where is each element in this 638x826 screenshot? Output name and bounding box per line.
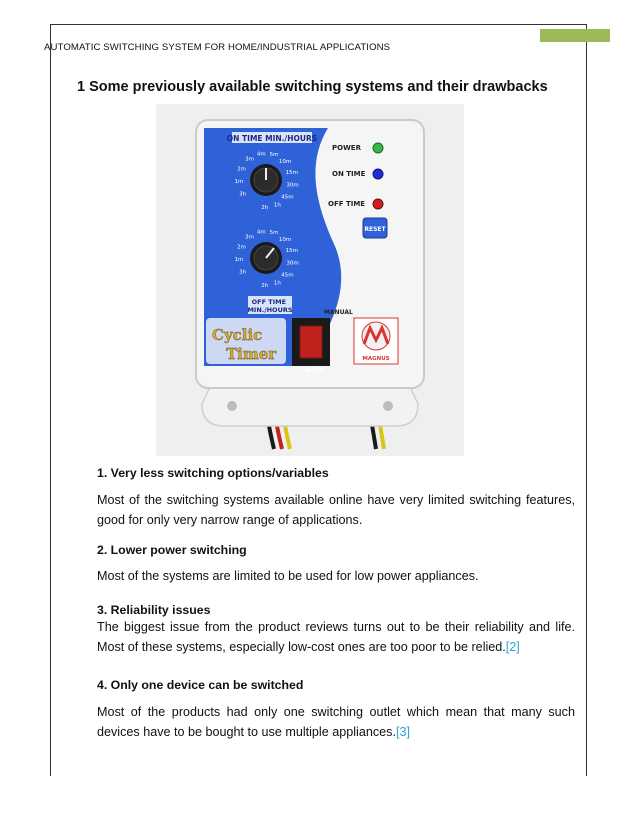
on-time-tick-label: 1h bbox=[273, 202, 281, 209]
on-time-tick-label: 2h bbox=[261, 205, 269, 211]
on-time-tick-label: 1m bbox=[234, 179, 244, 186]
on-time-tick-label: 45m bbox=[281, 194, 294, 201]
cyclic-timer-illustration bbox=[156, 104, 464, 456]
off-time-label-line2: MIN./HOURS bbox=[247, 306, 293, 314]
off-time-tick-label: 30m bbox=[286, 260, 299, 267]
item-4-body: Most of the products had only one switching outlet which mean that many such devices have to be bought to use multiple appliances. bbox=[97, 705, 575, 739]
off-time-led bbox=[373, 199, 383, 209]
off-time-indicator-label: OFF TIME bbox=[328, 200, 366, 208]
off-time-label bbox=[247, 298, 292, 314]
on-time-led bbox=[373, 169, 383, 179]
manual-label: MANUAL bbox=[324, 309, 353, 316]
on-time-tick-label: 2m bbox=[237, 166, 246, 173]
citation-link-2[interactable]: [2] bbox=[505, 640, 520, 654]
off-time-tick-label: 15m bbox=[285, 247, 298, 254]
off-time-tick-label: 1h bbox=[273, 280, 281, 287]
off-time-tick-label: 2h bbox=[261, 283, 269, 289]
off-time-tick-label: 45m bbox=[281, 272, 294, 279]
on-time-tick-label: 5m bbox=[269, 152, 279, 159]
item-1-heading: 1. Very less switching options/variables bbox=[97, 466, 329, 480]
on-time-tick-label: 30m bbox=[286, 182, 299, 189]
item-2-heading: 2. Lower power switching bbox=[97, 543, 247, 557]
auto-label: AUTO bbox=[304, 367, 324, 374]
reset-label: RESET bbox=[364, 226, 386, 233]
item-4-heading: 4. Only one device can be switched bbox=[97, 678, 304, 692]
item-2-body: Most of the systems are limited to be used for low power appliances. bbox=[97, 569, 479, 583]
item-2-text bbox=[97, 566, 575, 586]
on-time-label: ON TIME MIN./HOURS bbox=[226, 134, 318, 143]
on-time-tick-label: 4m bbox=[256, 151, 266, 158]
citation-link-3[interactable]: [3] bbox=[395, 725, 410, 739]
header-accent-bar bbox=[540, 29, 610, 42]
item-3-text bbox=[97, 617, 575, 657]
cyclic-timer-photo bbox=[156, 104, 464, 456]
page-border-left bbox=[50, 24, 51, 776]
on-time-tick-label: 10m bbox=[278, 158, 292, 165]
section-title: 1 Some previously available switching systems and their drawbacks bbox=[77, 79, 548, 95]
item-1-body: Most of the switching systems available online have very limited switching features, good for only very narrow range of applications. bbox=[97, 493, 575, 527]
off-time-label-line1: OFF TIME bbox=[251, 298, 287, 306]
off-time-tick-label: 4m bbox=[256, 229, 266, 236]
item-4-text bbox=[97, 702, 575, 742]
off-time-tick-label: 10m bbox=[278, 236, 292, 243]
on-time-tick-label: 15m bbox=[285, 169, 298, 176]
mounting-hole-right bbox=[383, 401, 393, 411]
off-time-tick-label: 5m bbox=[269, 230, 279, 237]
on-time-tick-label: 3m bbox=[245, 156, 255, 163]
page-border-right bbox=[586, 24, 587, 776]
power-led bbox=[373, 143, 383, 153]
item-3-body: The biggest issue from the product reviews turns out to be their reliability and life. Most of these systems, especially low-cost ones are too poor to be relied. bbox=[97, 620, 575, 654]
mounting-hole-left bbox=[227, 401, 237, 411]
product-name-line2: Timer bbox=[226, 345, 277, 363]
power-label: POWER bbox=[332, 144, 361, 152]
product-name-line1: Cyclic bbox=[212, 326, 263, 344]
on-time-indicator-label: ON TIME bbox=[332, 170, 366, 178]
on-time-tick-label: 3h bbox=[239, 191, 247, 198]
item-3-heading: 3. Reliability issues bbox=[97, 603, 211, 617]
brand-name: MAGNUS bbox=[362, 356, 390, 362]
mode-switch-rocker[interactable] bbox=[300, 326, 322, 358]
off-time-tick-label: 1m bbox=[234, 257, 244, 264]
off-time-tick-label: 3h bbox=[239, 269, 247, 276]
running-header: AUTOMATIC SWITCHING SYSTEM FOR HOME/INDUSTRIAL APPLICATIONS bbox=[44, 42, 391, 53]
page-border-top bbox=[50, 24, 586, 25]
off-time-tick-label: 3m bbox=[245, 234, 255, 241]
off-time-tick-label: 2m bbox=[237, 244, 246, 251]
item-1-text bbox=[97, 490, 575, 530]
